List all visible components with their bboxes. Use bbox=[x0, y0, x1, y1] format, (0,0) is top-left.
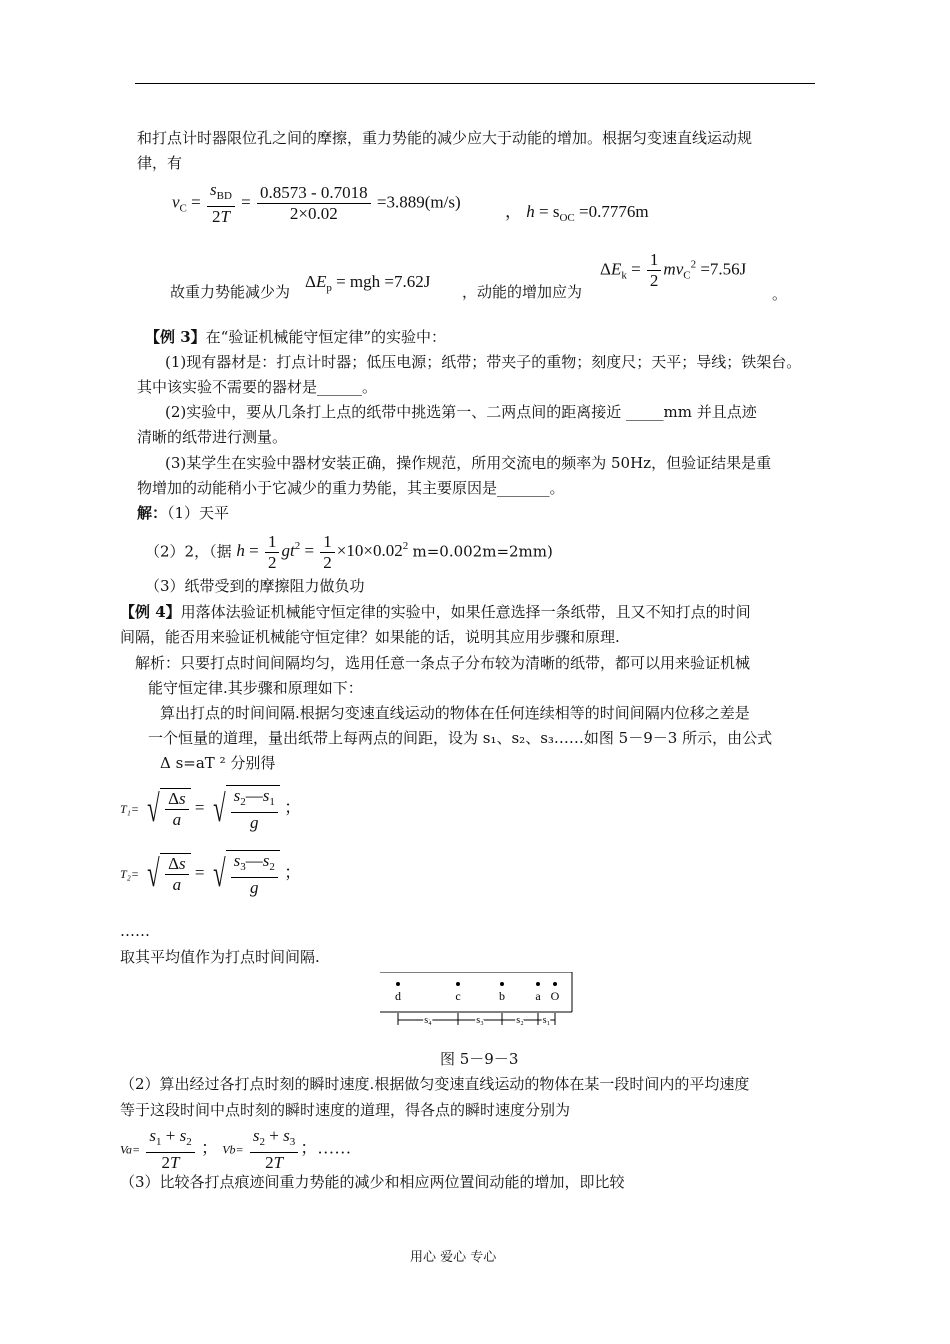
tape-dot-O bbox=[553, 982, 557, 986]
formula-ek: $\Delta E_k$ = $\frac{1}{2}$ $mv_C^2 =7.56J$ bbox=[600, 250, 747, 290]
step-1: 算出打点的时间间隔.根据匀变速直线运动的物体在任何连续相等的时间间隔内位移之差是 bbox=[160, 704, 750, 722]
question-2-cont: 清晰的纸带进行测量。 bbox=[137, 428, 288, 446]
text-ek-prefix: ，动能的增加应为 bbox=[462, 283, 583, 301]
formula-vc: $v_C$ = $\frac{s_{BD}}{2T}$ = $\frac{0.8573 - 0.7018}{2\times 0.02}$ =3.889(m/s) bbox=[172, 180, 461, 226]
tape-label-c: c bbox=[455, 989, 461, 1003]
question-2: (2)实验中，要从几条打上点的纸带中挑选第一、二两点间的距离接近 _____mm 并且点迹 bbox=[165, 403, 757, 421]
tape-label-O: O bbox=[550, 989, 560, 1003]
example-4-heading: 【例 4】用落体法验证机械能守恒定律的实验中，如果任意选择一条纸带，且又不知打点的时间 bbox=[120, 603, 751, 621]
solution-1: 解：（1）天平 bbox=[137, 504, 230, 522]
text-line: 和打点计时器限位孔之间的摩擦，重力势能的减少应大于动能的增加。根据匀变速直线运动规 bbox=[137, 129, 753, 147]
tape-dot-a bbox=[536, 982, 540, 986]
analysis-cont: 能守恒定律.其步骤和原理如下： bbox=[148, 679, 363, 697]
average-text: 取其平均值作为打点时间间隔. bbox=[120, 948, 320, 966]
formula-velocities: Va= $\frac{s_1 + s_2}{2T}$ ； Vb= $\frac{s_2 + s_3}{2T}$ ；…… bbox=[120, 1126, 352, 1172]
formula-t1: T₁= √ $\frac{\Delta s}{a}$ = √ $\frac{s_2—s_1}{g}$ ； bbox=[120, 786, 302, 832]
tape-label-b: b bbox=[499, 989, 505, 1003]
tape-figure bbox=[378, 972, 574, 1032]
page-footer: 用心 爱心 专心 bbox=[410, 1250, 497, 1265]
tape-label-d: d bbox=[395, 989, 401, 1003]
tape-label-a: a bbox=[535, 989, 541, 1003]
step-2-cont: 等于这段时间中点时刻的瞬时速度的道理，得各点的瞬时速度分别为 bbox=[120, 1101, 571, 1119]
tape-dot-b bbox=[500, 982, 504, 986]
header-rule bbox=[135, 83, 815, 84]
formula-ep: $\Delta E_p$ = mgh =7.62J bbox=[305, 272, 431, 294]
example-4-cont: 间隔，能否用来验证机械能守恒定律？如果能的话，说明其应用步骤和原理. bbox=[120, 628, 620, 646]
question-1: (1)现有器材是：打点计时器；低压电源；纸带；带夹子的重物；刻度尺；天平；导线；铁架台。 bbox=[165, 353, 802, 371]
example-3-heading: 【例 3】在“验证机械能守恒定律”的实验中： bbox=[145, 328, 447, 346]
text-ep-prefix: 故重力势能减少为 bbox=[170, 283, 291, 301]
solution-2: （2）2，（据 h = $\frac{1}{2}$ $gt^2$ = $\frac{1}{2}$ $\times 10\times 0.02^2$ m=0.002m=2mm) bbox=[145, 532, 553, 572]
formula-h: ， $h = s_{OC} =0.7776m$ bbox=[505, 202, 649, 224]
analysis: 解析：只要打点时间间隔均匀，选用任意一条点子分布较为清晰的纸带，都可以用来验证机械 bbox=[135, 654, 751, 672]
tape-segment-label: s₄ bbox=[424, 1015, 432, 1026]
text-line: 律，有 bbox=[137, 154, 183, 172]
ellipsis: …… bbox=[120, 922, 150, 940]
question-3: (3)某学生在实验中器材安装正确，操作规范，所用交流电的频率为 50Hz，但验证结果是重 bbox=[165, 454, 772, 472]
tape-dot-d bbox=[396, 982, 400, 986]
step-1-cont: 一个恒量的道理，量出纸带上每两点的间距，设为 s₁、s₂、s₃……如图 5－9－3 所示，由公式 bbox=[148, 729, 773, 747]
question-1-cont: 其中该实验不需要的器材是______。 bbox=[137, 378, 378, 396]
figure-caption: 图 5－9－3 bbox=[440, 1050, 519, 1068]
tape-segment-label: s₁ bbox=[542, 1015, 551, 1026]
tape-segment-label: s₃ bbox=[476, 1015, 484, 1026]
tape-segment-label: s₂ bbox=[516, 1015, 524, 1026]
tape-dot-c bbox=[456, 982, 460, 986]
step-1-formula: Δ s=aT ² 分别得 bbox=[160, 754, 276, 772]
solution-3: （3）纸带受到的摩擦阻力做负功 bbox=[145, 577, 365, 595]
formula-h-gt: h = $\frac{1}{2}$ $gt^2$ = $\frac{1}{2}$ $\times 10\times 0.02^2$ bbox=[236, 532, 409, 572]
text-end: 。 bbox=[772, 285, 788, 303]
step-3: （3）比较各打点痕迹间重力势能的减少和相应两位置间动能的增加，即比较 bbox=[120, 1173, 625, 1191]
formula-t2: T₂= √ $\frac{\Delta s}{a}$ = √ $\frac{s_3—s_2}{g}$ ； bbox=[120, 851, 302, 897]
step-2: （2）算出经过各打点时刻的瞬时速度.根据做匀变速直线运动的物体在某一段时间内的平均速度 bbox=[120, 1075, 750, 1093]
question-3-cont: 物增加的动能稍小于它减少的重力势能，其主要原因是_______。 bbox=[137, 479, 565, 497]
